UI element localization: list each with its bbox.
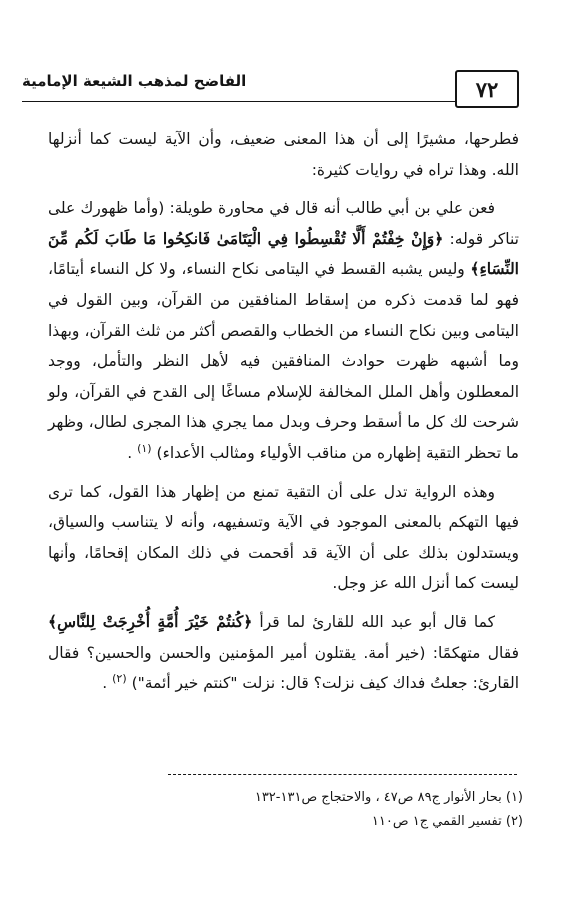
paragraph-4-rest: فقال متهكمًا: (خير أمة. يقتلون أمير المؤمنين والحسن والحسين؟ فقال القارئ: جعلتُ فداك كيف نزلت؟ قال: نزلت "كنتم خير أئمة") <box>48 643 519 693</box>
running-title: الفاضح لمذهب الشيعة الإمامية <box>22 72 247 90</box>
quran-verse-1: ﴿وَإِنْ خِفْتُمْ أَلَّا تُقْسِطُوا فِي الْيَتَامَىٰ فَانكِحُوا مَا طَابَ لَكُم مِّنَ النِّسَاءِ﴾ <box>48 228 519 279</box>
paragraph-2-intro: فعن علي بن أبي طالب أنه قال في محاورة طويلة: (وأما ظهورك على تناكر قوله: <box>48 199 519 248</box>
body-text <box>48 124 519 707</box>
paragraph-3-text: وهذه الرواية تدل على أن التقية تمنع من إظهار هذا القول، كما ترى فيها التهكم بالمعنى الموجود في الآية وتسفيهه، وأنه لا يتناسب والسياق، ويستدلون بذلك على أن الآية قد أقحمت في ذلك المكان إقحامًا، وأنها ليست كما أنزل الله عز وجل. <box>48 482 519 593</box>
paragraph-1-text: فطرحها، مشيرًا إلى أن هذا المعنى ضعيف، وأن الآية ليست كما أنزلها الله. وهذا تراه في روايات كثيرة: <box>48 130 519 179</box>
paragraph-2-rest: وليس يشبه القسط في اليتامى نكاح النساء، ولا كل النساء أيتامًا، فهو لما قدمت ذكره من إسقاط المنافقين من القرآن، وبين القول في اليتامى وبين نكاح النساء من الخطاب والقصص أكثر من ثلث القرآن، وبهذا وما أشبهه ظهرت حوادث المنافقين فيه لأهل النظر والتأمل، ووجد المعطلون وأهل الملل المخالفة للإسلام مساغًا إلى القدح في القرآن، ولو شرحت لك كل ما أسقط وحرف وبدل مما يجري هذا المجرى لطال، وظهر ما تحظر التقية إظهاره من مناقب الأولياء ومثالب الأعداء) <box>48 260 519 462</box>
footnote-ref-2: (٢) <box>112 671 127 685</box>
page-number: ٧٢ <box>455 70 519 108</box>
footnote-1: (١) بحار الأنوار ج٨٩ ص٤٧ ، والاحتجاج ص١٣١-١٣٢ <box>254 790 523 805</box>
paragraph-3 <box>48 477 519 599</box>
paragraph-1 <box>48 124 519 185</box>
footnotes <box>48 786 523 834</box>
footnote-ref-1: (١) <box>137 441 152 455</box>
paragraph-2: فعن علي بن أبي طالب أنه قال في محاورة طويلة: (وأما ظهورك على تناكر قوله: ﴿وَإِنْ خِفْتُمْ أَلَّا تُقْسِطُوا فِي الْيَتَامَىٰ فَانكِحُوا مَا طَابَ لَكُم مِّنَ النِّسَاءِ﴾ وليس يشبه القسط في اليتامى نكاح النساء، ولا كل النساء أيتامًا، فهو لما قدمت ذكره من إسقاط المنافقين من القرآن، وبين القول في اليتامى وبين نكاح النساء من الخطاب والقصص أكثر من ثلث القرآن، وبهذا وما أشبهه ظهرت حوادث المنافقين فيه لأهل النظر والتأمل، ووجد المعطلون وأهل الملل المخالفة للإسلام مساغًا إلى القدح في القرآن، ولو شرحت لك كل ما أسقط وحرف وبدل مما يجري هذا المجرى لطال، وظهر ما تحظر التقية إظهاره من مناقب الأولياء ومثالب الأعداء) $^{(١)}$ . <box>48 199 519 462</box>
footnote-2: (٢) تفسير القمي ج١ ص١١٠ <box>371 814 523 829</box>
footnote-separator <box>168 774 517 775</box>
header-rule <box>22 101 457 102</box>
page-header <box>22 66 519 110</box>
paragraph-4-intro: كما قال أبو عبد الله للقارئ لما قرأ <box>259 612 495 631</box>
paragraph-4: كما قال أبو عبد الله للقارئ لما قرأ ﴿كُنتُمْ خَيْرَ أُمَّةٍ أُخْرِجَتْ لِلنَّاسِ﴾ فقال متهكمًا: (خير أمة. يقتلون أمير المؤمنين والحسن والحسين؟ فقال القارئ: جعلتُ فداك كيف نزلت؟ قال: نزلت "كنتم خير أئمة") $^{(٢)}$ . <box>48 611 519 693</box>
quran-verse-2: ﴿كُنتُمْ خَيْرَ أُمَّةٍ أُخْرِجَتْ لِلنَّاسِ﴾ <box>48 611 253 631</box>
